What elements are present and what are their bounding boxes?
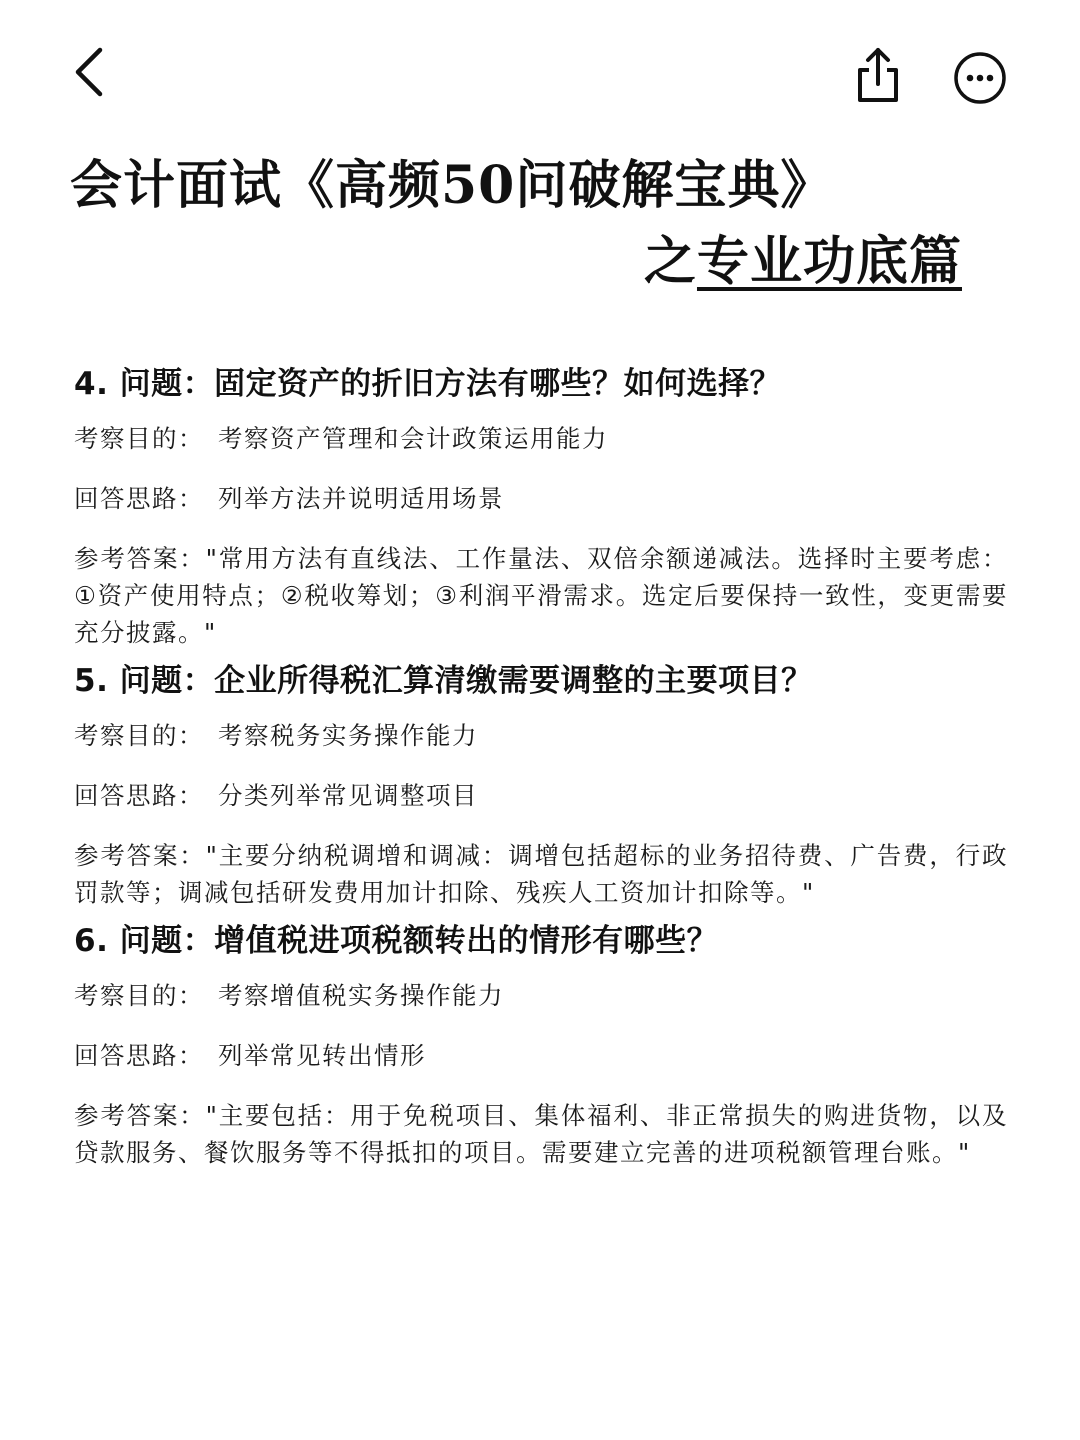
answer-label: 参考答案： — [74, 544, 206, 573]
answer-text: "常用方法有直线法、工作量法、双倍余额递减法。选择时主要考虑：①资产使用特点；②税收筹划；③利润平滑需求。选定后要保持一致性，变更需要充分披露。" — [74, 544, 1008, 647]
more-options-icon[interactable] — [952, 50, 1008, 106]
question-purpose — [74, 420, 1008, 457]
approach-text: 分类列举常见调整项目 — [218, 781, 478, 810]
question-item — [74, 919, 1008, 1171]
question-list — [74, 362, 1008, 1179]
question-item — [74, 362, 1008, 651]
approach-text: 列举常见转出情形 — [218, 1041, 426, 1070]
subtitle-prefix: 之 — [643, 231, 697, 292]
question-purpose — [74, 977, 1008, 1014]
answer-label: 参考答案： — [74, 1101, 206, 1130]
answer-text: "主要分纳税调增和调减：调增包括超标的业务招待费、广告费，行政罚款等；调减包括研发费用加计扣除、残疾人工资加计扣除等。" — [74, 841, 1008, 907]
top-nav-bar — [0, 0, 1080, 150]
page-subtitle — [644, 226, 962, 298]
purpose-text: 考察资产管理和会计政策运用能力 — [218, 424, 608, 453]
approach-label: 回答思路： — [74, 1041, 204, 1070]
purpose-text: 考察增值税实务操作能力 — [218, 981, 504, 1010]
chevron-left-icon[interactable] — [66, 44, 122, 100]
approach-text: 列举方法并说明适用场景 — [218, 484, 504, 513]
purpose-label: 考察目的： — [74, 424, 204, 453]
question-heading: 6. 问题：增值税进项税额转出的情形有哪些？ — [74, 923, 719, 959]
purpose-text: 考察税务实务操作能力 — [218, 721, 478, 750]
subtitle-underlined: 专业功底篇 — [696, 231, 962, 292]
answer-label: 参考答案： — [74, 841, 206, 870]
share-icon[interactable] — [850, 44, 906, 104]
question-answer — [74, 1097, 1008, 1171]
approach-label: 回答思路： — [74, 484, 204, 513]
question-item — [74, 659, 1008, 911]
approach-label: 回答思路： — [74, 781, 204, 810]
question-approach — [74, 1037, 1008, 1074]
question-heading: 5. 问题：企业所得税汇算清缴需要调整的主要项目？ — [74, 663, 813, 699]
purpose-label: 考察目的： — [74, 981, 204, 1010]
page-title: 会计面试《高频50问破解宝典》 — [70, 155, 834, 216]
purpose-label: 考察目的： — [74, 721, 204, 750]
answer-text: "主要包括：用于免税项目、集体福利、非正常损失的购进货物，以及贷款服务、餐饮服务等不得抵扣的项目。需要建立完善的进项税额管理台账。" — [74, 1101, 1008, 1167]
question-purpose — [74, 717, 1008, 754]
question-approach — [74, 777, 1008, 814]
question-answer — [74, 837, 1008, 911]
question-answer — [74, 540, 1008, 651]
question-heading: 4. 问题：固定资产的折旧方法有哪些？如何选择？ — [74, 366, 782, 402]
question-approach — [74, 480, 1008, 517]
